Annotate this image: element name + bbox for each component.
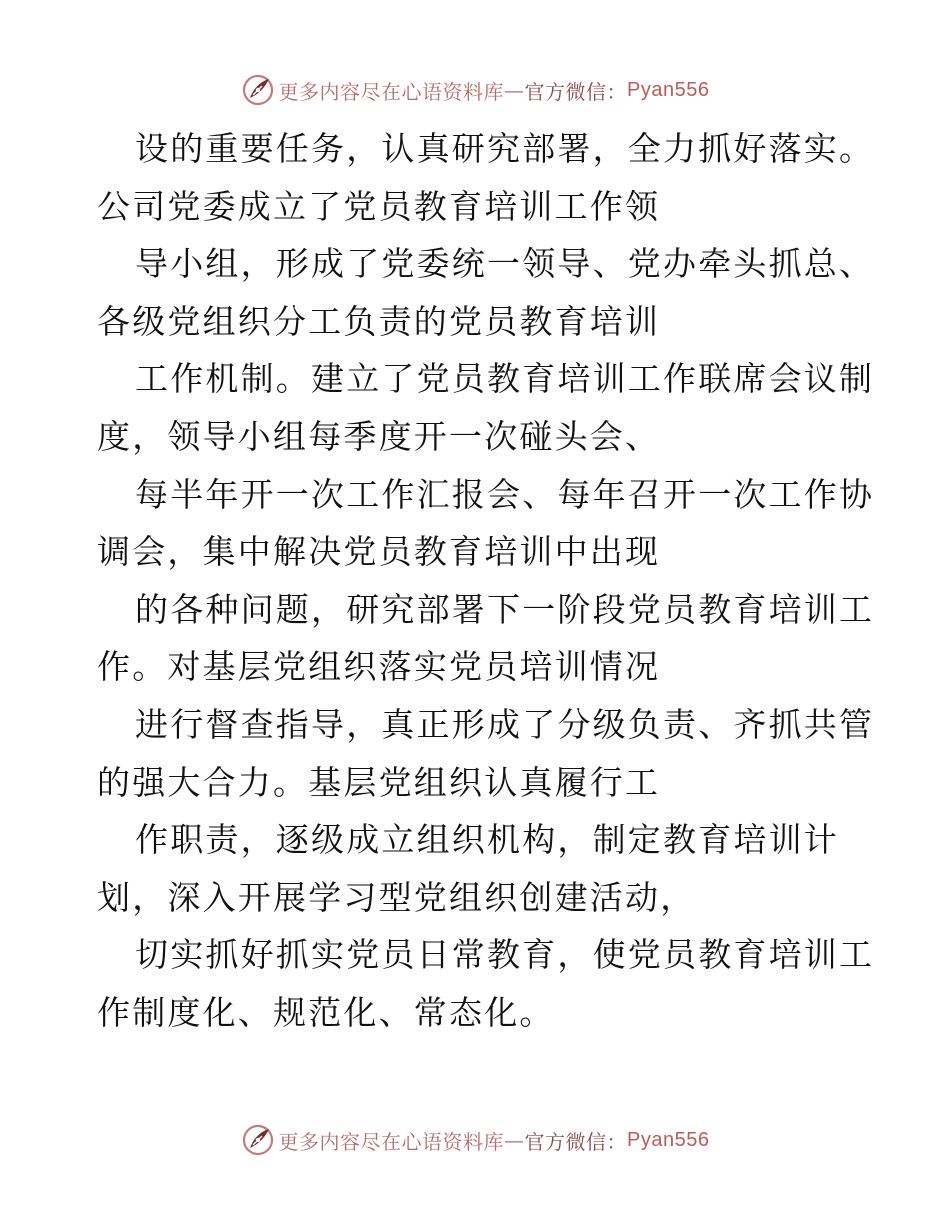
header-banner-text (279, 76, 710, 105)
banner-wechat-id: Pyan556 (627, 78, 710, 101)
banner-wechat-id: Pyan556 (627, 1128, 710, 1151)
document-body (97, 120, 875, 1042)
banner-wechat-label: 官方微信： (524, 1129, 628, 1154)
body-line: 调会，集中解决党员教育培训中出现 (97, 532, 661, 572)
banner-site-name: 更多内容尽在心语资料库 (278, 79, 505, 104)
pen-nib-logo-icon (241, 1123, 275, 1157)
body-line: 作职责，逐级成立组织机构，制定教育培训计 (135, 820, 839, 860)
body-line: 划，深入开展学习型党组织创建活动， (97, 877, 696, 917)
body-line: 导小组，形成了党委统一领导、党办牵头抓总、 (135, 244, 875, 284)
footer-banner-text (279, 1126, 710, 1155)
body-line: 公司党委成立了党员教育培训工作领 (97, 186, 661, 226)
body-line: 每半年开一次工作汇报会、每年召开一次工作协 (135, 474, 875, 514)
body-line: 的各种问题，研究部署下一阶段党员教育培训工 (135, 589, 875, 629)
body-line: 各级党组织分工负责的党员教育培训 (97, 301, 661, 341)
body-line: 的强大合力。基层党组织认真履行工 (97, 762, 661, 802)
body-line: 设的重要任务，认真研究部署，全力抓好落实。 (135, 129, 875, 168)
footer-banner (0, 1120, 950, 1160)
body-line: 作制度化、规范化、常态化。 (97, 992, 555, 1032)
body-line: 工作机制。建立了党员教育培训工作联席会议制 (135, 359, 875, 399)
body-line: 度，领导小组每季度开一次碰头会、 (97, 416, 661, 456)
banner-dash: — (504, 78, 525, 102)
body-line: 作。对基层党组织落实党员培训情况 (97, 647, 661, 687)
header-banner (0, 70, 950, 110)
body-line: 进行督查指导，真正形成了分级负责、齐抓共管 (135, 704, 875, 744)
pen-nib-logo-icon (241, 73, 275, 107)
banner-wechat-label: 官方微信： (524, 79, 628, 104)
banner-site-name: 更多内容尽在心语资料库 (278, 1129, 505, 1154)
banner-dash: — (504, 1128, 525, 1152)
body-line: 切实抓好抓实党员日常教育，使党员教育培训工 (135, 935, 875, 975)
